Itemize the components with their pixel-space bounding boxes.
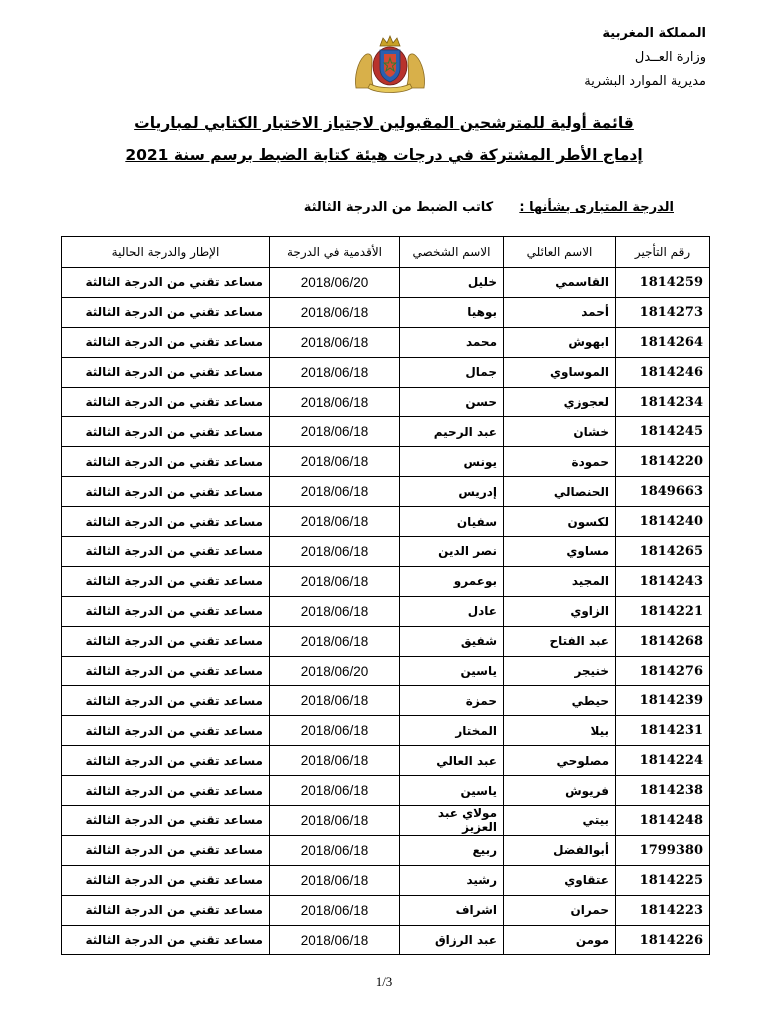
page-number: 1/3: [375, 974, 393, 989]
payroll-number-cell: 1814265: [616, 537, 710, 567]
family-name-cell: بيتي: [504, 806, 616, 836]
current-grade-cell: مساعد تقني من الدرجة الثالثة: [62, 327, 270, 357]
table-row: [62, 387, 710, 417]
header-current-grade: الإطار والدرجة الحالية: [62, 237, 270, 268]
table-row: [62, 656, 710, 686]
seniority-date-cell: 2018/06/18: [270, 417, 400, 447]
current-grade-cell: مساعد تقني من الدرجة الثالثة: [62, 686, 270, 716]
first-name-cell: يونس: [400, 447, 504, 477]
ministry-header: [584, 22, 706, 94]
payroll-number-cell: 1814224: [616, 746, 710, 776]
first-name-cell: خليل: [400, 268, 504, 298]
payroll-number-cell: 1799380: [616, 835, 710, 865]
seniority-date-cell: 2018/06/18: [270, 357, 400, 387]
payroll-number-cell: 1814259: [616, 268, 710, 298]
payroll-number-cell: 1814231: [616, 716, 710, 746]
family-name-cell: القاسمي: [504, 268, 616, 298]
first-name-cell: عادل: [400, 596, 504, 626]
table-row: [62, 477, 710, 507]
first-name-cell: ياسين: [400, 776, 504, 806]
family-name-cell: الموساوي: [504, 357, 616, 387]
family-name-cell: الحنصالي: [504, 477, 616, 507]
current-grade-cell: مساعد تقني من الدرجة الثالثة: [62, 716, 270, 746]
candidates-table: [61, 236, 710, 955]
payroll-number-cell: 1814264: [616, 327, 710, 357]
payroll-number-cell: 1814238: [616, 776, 710, 806]
current-grade-cell: مساعد تقني من الدرجة الثالثة: [62, 477, 270, 507]
current-grade-cell: مساعد تقني من الدرجة الثالثة: [62, 925, 270, 955]
seniority-date-cell: 2018/06/18: [270, 806, 400, 836]
current-grade-cell: مساعد تقني من الدرجة الثالثة: [62, 357, 270, 387]
first-name-cell: رشيد: [400, 865, 504, 895]
first-name-cell: سفيان: [400, 507, 504, 537]
seniority-date-cell: 2018/06/18: [270, 566, 400, 596]
grade-label: الدرجة المتبارى بشأنها :: [519, 200, 674, 215]
table-row: [62, 447, 710, 477]
first-name-cell: عبد الرحيم: [400, 417, 504, 447]
family-name-cell: مومن: [504, 925, 616, 955]
table-row: [62, 806, 710, 836]
document-title-line-2: إدماج الأطر المشتركة في درجات هيئة كتابة الضبط برسم سنة 2021: [125, 146, 643, 164]
table-row: [62, 507, 710, 537]
table-header-row: [62, 237, 710, 268]
family-name-cell: أبوالفضل: [504, 835, 616, 865]
table-row: [62, 895, 710, 925]
table-row: [62, 835, 710, 865]
family-name-cell: لعجوزي: [504, 387, 616, 417]
seniority-date-cell: 2018/06/18: [270, 716, 400, 746]
first-name-cell: ربيع: [400, 835, 504, 865]
family-name-cell: لكسون: [504, 507, 616, 537]
family-name-cell: ابهوش: [504, 327, 616, 357]
seniority-date-cell: 2018/06/20: [270, 268, 400, 298]
table-row: [62, 327, 710, 357]
family-name-cell: حمودة: [504, 447, 616, 477]
table-row: [62, 626, 710, 656]
table-row: [62, 776, 710, 806]
first-name-cell: مولاي عبد العزيز: [400, 806, 504, 836]
family-name-cell: خنيجر: [504, 656, 616, 686]
table-row: [62, 746, 710, 776]
seniority-date-cell: 2018/06/18: [270, 925, 400, 955]
family-name-cell: حمران: [504, 895, 616, 925]
first-name-cell: ياسين: [400, 656, 504, 686]
table-row: [62, 566, 710, 596]
payroll-number-cell: 1814226: [616, 925, 710, 955]
seniority-date-cell: 2018/06/18: [270, 596, 400, 626]
seniority-date-cell: 2018/06/18: [270, 776, 400, 806]
seniority-date-cell: 2018/06/18: [270, 835, 400, 865]
table-row: [62, 686, 710, 716]
family-name-cell: عتقاوي: [504, 865, 616, 895]
table-row: [62, 537, 710, 567]
family-name-cell: خشان: [504, 417, 616, 447]
current-grade-cell: مساعد تقني من الدرجة الثالثة: [62, 297, 270, 327]
current-grade-cell: مساعد تقني من الدرجة الثالثة: [62, 835, 270, 865]
seniority-date-cell: 2018/06/18: [270, 537, 400, 567]
payroll-number-cell: 1814234: [616, 387, 710, 417]
table-row: [62, 417, 710, 447]
seniority-date-cell: 2018/06/18: [270, 746, 400, 776]
directorate-label: مديرية الموارد البشرية: [584, 74, 706, 89]
family-name-cell: عبد الفتاح: [504, 626, 616, 656]
family-name-cell: مصلوحي: [504, 746, 616, 776]
table-row: [62, 716, 710, 746]
seniority-date-cell: 2018/06/18: [270, 865, 400, 895]
current-grade-cell: مساعد تقني من الدرجة الثالثة: [62, 626, 270, 656]
current-grade-cell: مساعد تقني من الدرجة الثالثة: [62, 447, 270, 477]
payroll-number-cell: 1814246: [616, 357, 710, 387]
payroll-number-cell: 1814268: [616, 626, 710, 656]
current-grade-cell: مساعد تقني من الدرجة الثالثة: [62, 895, 270, 925]
current-grade-cell: مساعد تقني من الدرجة الثالثة: [62, 776, 270, 806]
grade-line: [304, 200, 674, 215]
payroll-number-cell: 1814223: [616, 895, 710, 925]
table-row: [62, 865, 710, 895]
seniority-date-cell: 2018/06/18: [270, 447, 400, 477]
kingdom-label: المملكة المغربية: [602, 26, 706, 41]
table-row: [62, 268, 710, 298]
first-name-cell: شفيق: [400, 626, 504, 656]
seniority-date-cell: 2018/06/18: [270, 477, 400, 507]
first-name-cell: محمد: [400, 327, 504, 357]
payroll-number-cell: 1814221: [616, 596, 710, 626]
table-body: [62, 268, 710, 955]
current-grade-cell: مساعد تقني من الدرجة الثالثة: [62, 417, 270, 447]
payroll-number-cell: 1814245: [616, 417, 710, 447]
payroll-number-cell: 1814248: [616, 806, 710, 836]
table-row: [62, 357, 710, 387]
payroll-number-cell: 1814276: [616, 656, 710, 686]
header-seniority: الأقدمية في الدرجة: [270, 237, 400, 268]
first-name-cell: نصر الدين: [400, 537, 504, 567]
table-row: [62, 297, 710, 327]
payroll-number-cell: 1814220: [616, 447, 710, 477]
current-grade-cell: مساعد تقني من الدرجة الثالثة: [62, 746, 270, 776]
table-row: [62, 596, 710, 626]
payroll-number-cell: 1814273: [616, 297, 710, 327]
first-name-cell: جمال: [400, 357, 504, 387]
royal-coat-of-arms-icon: [350, 32, 430, 96]
current-grade-cell: مساعد تقني من الدرجة الثالثة: [62, 865, 270, 895]
seniority-date-cell: 2018/06/18: [270, 387, 400, 417]
seniority-date-cell: 2018/06/18: [270, 507, 400, 537]
document-title-line-1: قائمة أولية للمترشحين المقبولين لاجتياز الاختبار الكتابي لمباريات: [134, 114, 634, 132]
seniority-date-cell: 2018/06/18: [270, 895, 400, 925]
first-name-cell: اشراف: [400, 895, 504, 925]
family-name-cell: بيلا: [504, 716, 616, 746]
family-name-cell: أحمد: [504, 297, 616, 327]
first-name-cell: بوهيا: [400, 297, 504, 327]
seniority-date-cell: 2018/06/18: [270, 327, 400, 357]
first-name-cell: بوعمرو: [400, 566, 504, 596]
header-family-name: الاسم العائلي: [504, 237, 616, 268]
current-grade-cell: مساعد تقني من الدرجة الثالثة: [62, 387, 270, 417]
first-name-cell: حمزة: [400, 686, 504, 716]
seniority-date-cell: 2018/06/18: [270, 686, 400, 716]
payroll-number-cell: 1814240: [616, 507, 710, 537]
current-grade-cell: مساعد تقني من الدرجة الثالثة: [62, 537, 270, 567]
payroll-number-cell: 1814225: [616, 865, 710, 895]
first-name-cell: حسن: [400, 387, 504, 417]
family-name-cell: مساوي: [504, 537, 616, 567]
header-first-name: الاسم الشخصي: [400, 237, 504, 268]
seniority-date-cell: 2018/06/20: [270, 656, 400, 686]
current-grade-cell: مساعد تقني من الدرجة الثالثة: [62, 656, 270, 686]
ministry-label: وزارة العــدل: [634, 50, 706, 65]
grade-value: كاتب الضبط من الدرجة الثالثة: [303, 200, 494, 215]
family-name-cell: الزاوي: [504, 596, 616, 626]
first-name-cell: المختار: [400, 716, 504, 746]
first-name-cell: عبد الرزاق: [400, 925, 504, 955]
first-name-cell: إدريس: [400, 477, 504, 507]
payroll-number-cell: 1814243: [616, 566, 710, 596]
table-row: [62, 925, 710, 955]
current-grade-cell: مساعد تقني من الدرجة الثالثة: [62, 268, 270, 298]
payroll-number-cell: 1849663: [616, 477, 710, 507]
seniority-date-cell: 2018/06/18: [270, 297, 400, 327]
current-grade-cell: مساعد تقني من الدرجة الثالثة: [62, 507, 270, 537]
seniority-date-cell: 2018/06/18: [270, 626, 400, 656]
first-name-cell: عبد العالي: [400, 746, 504, 776]
payroll-number-cell: 1814239: [616, 686, 710, 716]
current-grade-cell: مساعد تقني من الدرجة الثالثة: [62, 596, 270, 626]
current-grade-cell: مساعد تقني من الدرجة الثالثة: [62, 806, 270, 836]
family-name-cell: المجيد: [504, 566, 616, 596]
current-grade-cell: مساعد تقني من الدرجة الثالثة: [62, 566, 270, 596]
family-name-cell: حيطي: [504, 686, 616, 716]
header-payroll-number: رقم التأجير: [616, 237, 710, 268]
family-name-cell: فريوش: [504, 776, 616, 806]
